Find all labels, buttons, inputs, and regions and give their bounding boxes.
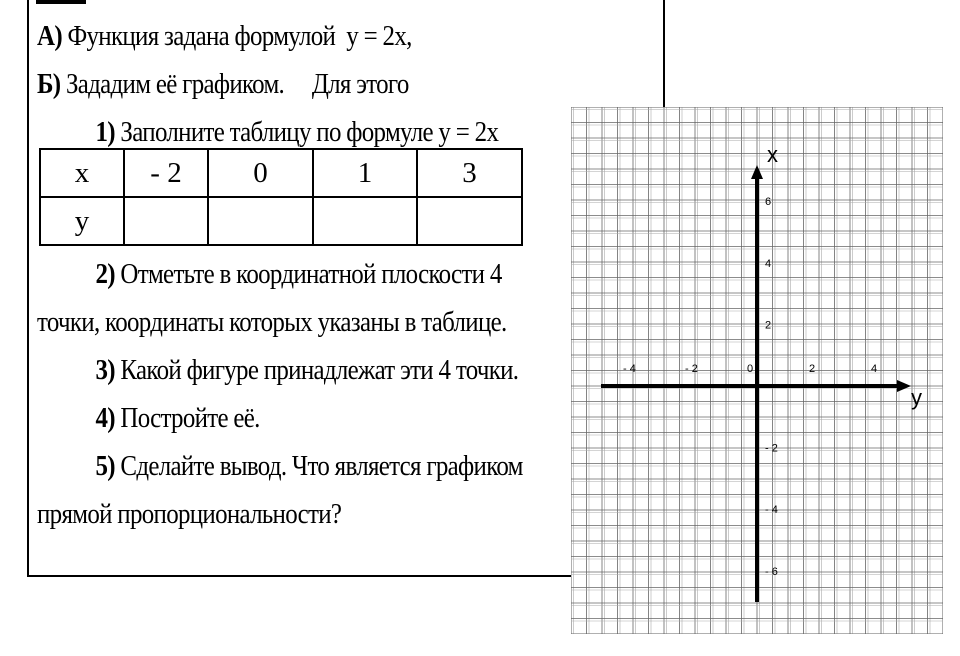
horizontal-tick-label: - 2 [685, 363, 698, 375]
table-cell-x-3: 1 [313, 149, 417, 197]
step-2-number: 2) [95, 258, 115, 290]
vertical-tick-label: - 2 [765, 442, 778, 455]
step-4 [37, 394, 596, 442]
table-header-x: x [40, 149, 124, 197]
vertical-tick-label: - 6 [765, 565, 778, 578]
horizontal-axis-label: y [911, 385, 922, 410]
table-cell-y-2[interactable] [208, 197, 313, 245]
table-cell-y-4[interactable] [417, 197, 522, 245]
table-row-x [40, 149, 522, 197]
table-cell-x-2: 0 [208, 149, 313, 197]
line-a-prefix: А) [37, 20, 62, 52]
line-a-text: Функция задана формулой y = 2x, [61, 20, 412, 52]
step-1-number: 1) [95, 116, 115, 148]
horizontal-tick-label: - 4 [623, 363, 636, 375]
step-3-number: 3) [95, 354, 115, 386]
task-text-upper [37, 12, 553, 156]
step-5-continued: прямой пропорциональности? [37, 498, 342, 530]
line-b-text: Зададим её графиком. Для этого [60, 68, 409, 100]
vertical-tick-label: 6 [765, 196, 772, 209]
step-3-text: Какой фигуре принадлежат эти 4 точки. [114, 354, 519, 386]
horizontal-tick-label: 4 [871, 363, 878, 375]
task-text-lower [37, 250, 596, 538]
line-a [37, 12, 553, 60]
values-table [39, 148, 523, 246]
step-5-text: Сделайте вывод. Что является графиком [114, 450, 523, 482]
step-1-text: Заполните таблицу по формуле y = 2x [114, 116, 499, 148]
step-4-number: 4) [95, 402, 115, 434]
step-2-continued: точки, координаты которых указаны в таблице. [37, 306, 507, 338]
frame-top-mark [36, 0, 86, 4]
vertical-tick-label: 2 [765, 319, 772, 332]
vertical-tick-label: - 4 [765, 504, 778, 517]
table-cell-y-3[interactable] [313, 197, 417, 245]
line-b-prefix: Б) [37, 68, 61, 100]
step-3 [37, 346, 596, 394]
coordinate-plane [571, 107, 943, 634]
step-2 [37, 250, 596, 298]
step-4-text: Постройте её. [114, 402, 260, 434]
table-cell-y-1[interactable] [124, 197, 208, 245]
horizontal-tick-label: 0 [747, 363, 754, 375]
coordinate-grid [571, 107, 943, 634]
table-header-y: y [40, 197, 124, 245]
table-cell-x-4: 3 [417, 149, 522, 197]
step-5 [37, 442, 596, 490]
line-b [37, 60, 553, 108]
vertical-axis-label: x [767, 142, 778, 167]
step-5-number: 5) [95, 450, 115, 482]
table-cell-x-1: - 2 [124, 149, 208, 197]
table-row-y [40, 197, 522, 245]
step-2-text: Отметьте в координатной плоскости 4 [114, 258, 502, 290]
horizontal-tick-label: 2 [809, 363, 816, 375]
vertical-tick-label: 4 [765, 257, 772, 270]
